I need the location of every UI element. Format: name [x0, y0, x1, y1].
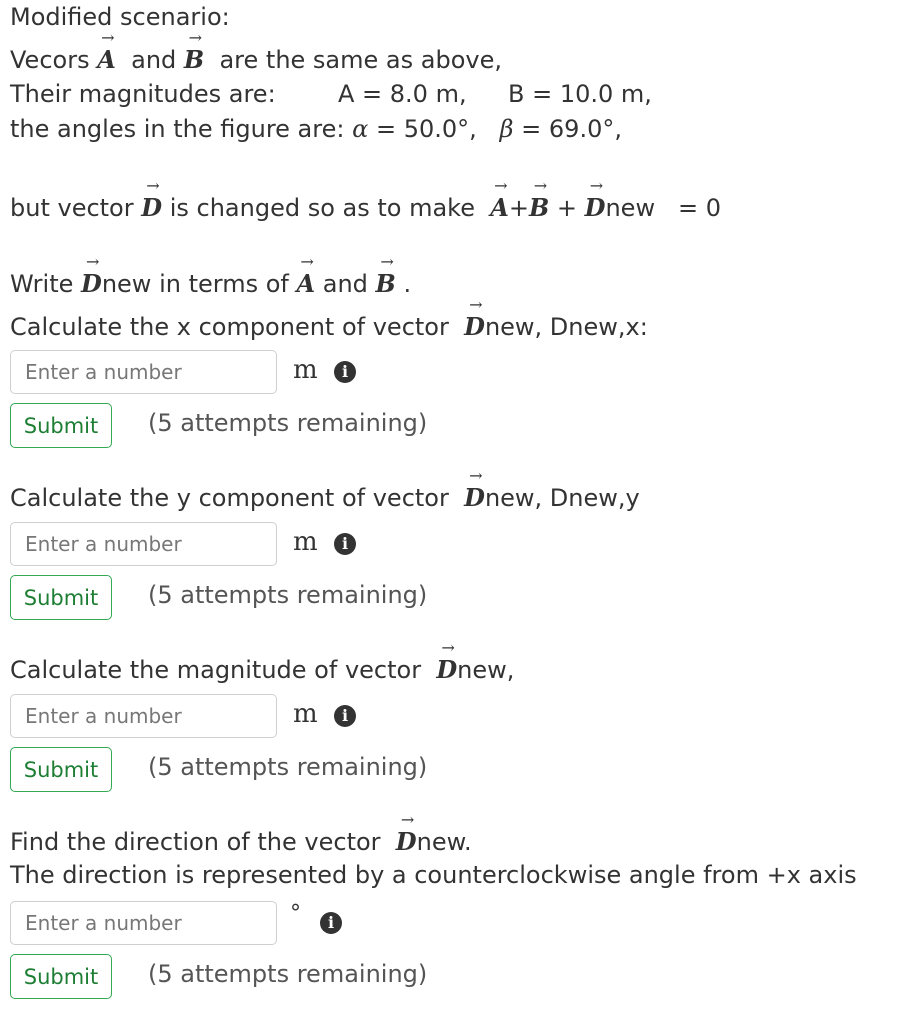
vector-b: B → [375, 252, 396, 298]
text: Calculate the x component of vector [10, 313, 449, 341]
vector-d: D → [584, 176, 606, 222]
vector-d: D → [395, 810, 417, 856]
submit-button[interactable]: Submit [10, 747, 112, 792]
text: Calculate the magnitude of vector [10, 656, 422, 684]
attempts-remaining: (5 attempts remaining) [148, 753, 428, 781]
question-y-prompt [10, 466, 640, 513]
text: are the same as above, [219, 46, 502, 74]
arrow-icon: → [589, 176, 604, 195]
angles-line [10, 114, 622, 144]
submit-button[interactable]: Submit [10, 954, 112, 999]
attempts-remaining: (5 attempts remaining) [148, 409, 428, 437]
arrow-icon: → [300, 252, 314, 271]
text: is changed so as to make [169, 194, 475, 222]
arrow-icon: → [86, 252, 100, 271]
unit-label: m [293, 355, 318, 385]
alpha-symbol: α [352, 115, 369, 143]
text: and [322, 270, 368, 298]
direction-description: The direction is represented by a counterclockwise angle from +x axis [10, 861, 857, 889]
question-x-prompt [10, 295, 648, 342]
arrow-icon: → [188, 28, 203, 47]
attempts-remaining: (5 attempts remaining) [148, 581, 428, 609]
arrow-icon: → [441, 638, 455, 657]
vector-d: D → [464, 295, 485, 341]
arrow-icon: → [533, 176, 548, 195]
info-icon[interactable]: i [334, 705, 356, 727]
magnitude-a: A = 8.0 m, [338, 80, 467, 108]
equals-zero: = 0 [677, 194, 721, 222]
text: . [403, 270, 412, 298]
magnitudes-line [10, 79, 276, 109]
unit-label: m [293, 527, 318, 557]
info-icon[interactable]: i [320, 912, 342, 934]
plus-sign: + [508, 194, 529, 222]
vectors-line [10, 28, 502, 75]
vector-b: B → [528, 176, 550, 222]
text: new in terms of [101, 270, 289, 298]
condition-line [10, 176, 721, 223]
arrow-icon: → [494, 176, 508, 195]
text: Vecors [10, 46, 90, 74]
direction-input[interactable] [10, 901, 277, 945]
text: the angles in the figure are: [10, 115, 345, 143]
write-line [10, 252, 412, 299]
arrow-icon: → [400, 810, 415, 829]
vector-a: A → [296, 252, 316, 298]
unit-label: m [293, 699, 318, 729]
submit-button[interactable]: Submit [10, 403, 112, 448]
y-component-input[interactable] [10, 522, 277, 566]
vector-d: D → [81, 252, 102, 298]
text: new. [416, 828, 472, 856]
beta-value: = 69.0°, [521, 115, 622, 143]
question-direction-prompt [10, 810, 472, 857]
x-component-input[interactable] [10, 350, 277, 394]
info-icon[interactable]: i [334, 533, 356, 555]
degree-unit: ° [290, 901, 301, 926]
magnitude-b: B = 10.0 m, [508, 80, 652, 108]
text: new, [457, 656, 515, 684]
vector-a: A → [490, 176, 509, 222]
alpha-value: = 50.0°, [375, 115, 477, 143]
text: new [605, 194, 656, 222]
arrow-icon: → [146, 176, 160, 195]
text: but vector [10, 194, 134, 222]
attempts-remaining: (5 attempts remaining) [148, 960, 428, 988]
text: Find the direction of the vector [10, 828, 381, 856]
submit-button[interactable]: Submit [10, 575, 112, 620]
arrow-icon: → [101, 28, 115, 47]
question-magnitude-prompt [10, 638, 515, 685]
vector-d: D → [141, 176, 163, 222]
info-icon[interactable]: i [334, 361, 356, 383]
magnitude-input[interactable] [10, 694, 277, 738]
text: Calculate the y component of vector [10, 484, 449, 512]
arrow-icon: → [469, 466, 483, 485]
arrow-icon: → [469, 295, 483, 314]
beta-symbol: β [499, 115, 514, 143]
text: new, Dnew,y [484, 484, 640, 512]
vector-b: B → [183, 28, 205, 74]
text: Their magnitudes are: [10, 80, 276, 108]
text: and [131, 46, 177, 74]
vector-d: D → [436, 638, 458, 684]
scenario-title: Modified scenario: [10, 3, 230, 31]
arrow-icon: → [380, 252, 394, 271]
text: new, Dnew,x: [484, 313, 648, 341]
vector-a: A → [97, 28, 116, 74]
vector-d: D → [464, 466, 485, 512]
plus-sign: + [556, 194, 578, 222]
text: Write [10, 270, 74, 298]
